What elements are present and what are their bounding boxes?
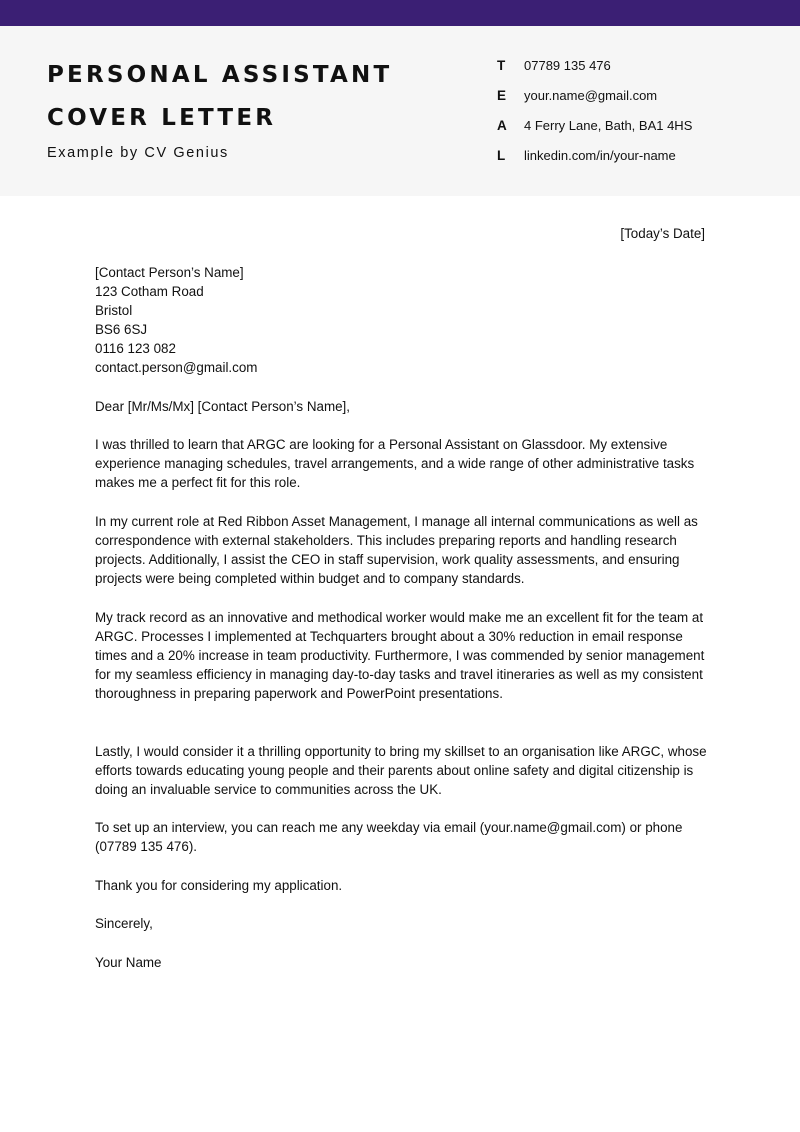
letter-header xyxy=(0,26,800,196)
recipient-city: Bristol xyxy=(95,303,133,319)
signature xyxy=(95,953,707,972)
telephone-value: 07789 135 476 xyxy=(524,58,611,73)
body-paragraph-1: I was thrilled to learn that ARGC are looking for a Personal Assistant on Glassdoor. My extensive experience managing schedules, travel arrangements, and a wide range of other administrative tasks makes me a perfect fit for this role. xyxy=(95,437,695,491)
linkedin-label: L xyxy=(497,148,506,163)
body-paragraph-5: To set up an interview, you can reach me any weekday via email (your.name@gmail.com) or phone (07789 135 476). xyxy=(95,820,683,855)
letter-date: [Today’s Date] xyxy=(620,226,705,241)
recipient-email: contact.person@gmail.com xyxy=(95,360,258,376)
body-paragraph-2: In my current role at Red Ribbon Asset Management, I manage all internal communications as well as correspondence with external stakeholders. This includes preparing reports and handling research projects. Additionally, I assist the CEO in staff supervision, work quality assessments, and ensuring projects were being completed within budget and to company standards. xyxy=(95,514,698,587)
address-value: 4 Ferry Lane, Bath, BA1 4HS xyxy=(524,118,693,133)
document-title-line-2: COVER LETTER xyxy=(47,105,277,131)
signature-name: Your Name xyxy=(95,955,162,970)
salutation xyxy=(95,397,707,416)
document-subtitle: Example by CV Genius xyxy=(47,145,229,161)
contact-row-linkedin xyxy=(497,148,787,168)
telephone-label: T xyxy=(497,58,506,73)
recipient-street: 123 Cotham Road xyxy=(95,284,204,300)
document-title-line-1: PERSONAL ASSISTANT xyxy=(47,62,393,88)
recipient-phone: 0116 123 082 xyxy=(95,341,176,357)
top-accent-bar xyxy=(0,0,800,26)
recipient-postcode: BS6 6SJ xyxy=(95,322,148,338)
contact-row-address xyxy=(497,118,787,138)
recipient-address xyxy=(95,263,707,378)
closing xyxy=(95,914,707,933)
body-paragraph-3: My track record as an innovative and methodical worker would make me an excellent fit for the team at ARGC. Processes I implemented at Techquarters brought about a 30% reduction in email response times and a 20% increase in team productivity. Furthermore, I was commended by senior management for my seamless efficiency in managing day-to-day tasks and travel itineraries as well as my consistent thoroughness in preparing paperwork and PowerPoint presentations. xyxy=(95,610,705,702)
salutation-text: Dear [Mr/Ms/Mx] [Contact Person’s Name], xyxy=(95,399,350,414)
recipient-name: [Contact Person’s Name] xyxy=(95,265,244,280)
contact-row-telephone xyxy=(497,58,787,78)
body-paragraph-6: Thank you for considering my application. xyxy=(95,878,343,893)
body-paragraph-4: Lastly, I would consider it a thrilling opportunity to bring my skillset to an organisation like ARGC, whose efforts towards educating young people and their parents about online safety and digital citizenship is doing an invaluable service to communities across the UK. xyxy=(95,744,707,798)
contact-row-email xyxy=(497,88,787,108)
email-label: E xyxy=(497,88,507,103)
email-value: your.name@gmail.com xyxy=(524,88,658,103)
closing-text: Sincerely, xyxy=(95,916,153,931)
address-label: A xyxy=(497,118,507,133)
linkedin-value: linkedin.com/in/your-name xyxy=(524,148,676,163)
